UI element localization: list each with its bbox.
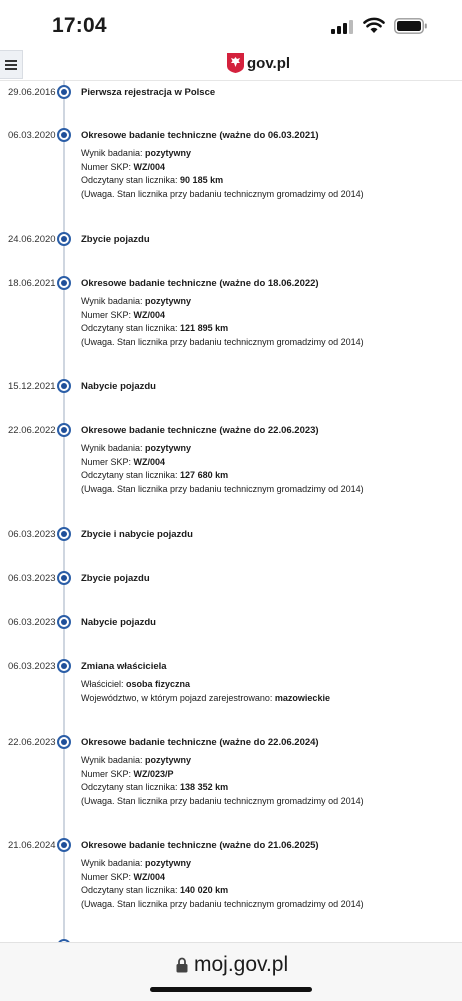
odometer-note: (Uwaga. Stan licznika przy badaniu technicznym gromadzimy od 2014) (81, 898, 364, 909)
url-text[interactable]: moj.gov.pl (194, 953, 289, 976)
entry-title: Nabycie pojazdu (81, 381, 156, 392)
odometer-reading: 138 352 km (180, 782, 229, 792)
odometer-reading: 140 020 km (180, 885, 229, 895)
timeline-dot (57, 659, 71, 673)
status-bar (0, 0, 462, 50)
entry-date: 22.06.2022 (8, 425, 56, 436)
test-result: pozytywny (144, 296, 191, 306)
hamburger-menu-icon (5, 60, 17, 70)
skp-number: WZ/004 (133, 456, 166, 467)
cellular-signal-icon (331, 20, 355, 34)
timeline-dot (57, 735, 71, 749)
test-result: pozytywny (144, 858, 191, 868)
entry-details: Wynik badania: pozytywny Numer SKP: WZ/023/P Odczytany stan licznika: 138 352 km (Uwaga. Stan licznika przy badaniu technicznym gromadzimy od 2014) (81, 754, 364, 808)
timeline-dot (57, 379, 71, 393)
polish-eagle-emblem-icon (227, 53, 244, 73)
skp-number: WZ/023/P (133, 768, 174, 779)
odometer-reading: 127 680 km (180, 470, 229, 480)
battery-icon (394, 18, 428, 34)
entry-date: 21.06.2024 (8, 840, 56, 851)
entry-title: Okresowe badanie techniczne (ważne do 18.06.2022) (81, 278, 319, 289)
odometer-note: (Uwaga. Stan licznika przy badaniu technicznym gromadzimy od 2014) (81, 188, 364, 199)
status-time: 17:04 (52, 14, 107, 37)
entry-date: 18.06.2021 (8, 278, 56, 289)
entry-date: 06.03.2023 (8, 573, 56, 584)
odometer-reading: 121 895 km (180, 323, 229, 333)
entry-title: Zbycie pojazdu (81, 234, 150, 245)
skp-number: WZ/004 (133, 871, 166, 882)
entry-details: Właściciel: osoba fizyczna Województwo, w którym pojazd zarejestrowano: mazowieckie (81, 679, 330, 703)
entry-details: Wynik badania: pozytywny Numer SKP: WZ/004 Odczytany stan licznika: 127 680 km (Uwaga. Stan licznika przy badaniu technicznym gromadzimy od 2014) (81, 442, 364, 496)
lock-icon (176, 957, 188, 973)
timeline-dot (57, 85, 71, 99)
test-result: pozytywny (144, 443, 191, 453)
entry-date: 15.12.2021 (8, 381, 56, 392)
odometer-note: (Uwaga. Stan licznika przy badaniu technicznym gromadzimy od 2014) (81, 483, 364, 494)
entry-date: 06.03.2023 (8, 617, 56, 628)
owner-type: osoba fizyczna (126, 679, 191, 689)
entry-date: 22.06.2023 (8, 737, 56, 748)
timeline-dot (57, 423, 71, 437)
skp-number: WZ/004 (133, 161, 166, 172)
entry-title: Okresowe badanie techniczne (ważne do 22.06.2023) (81, 425, 319, 436)
entry-date: 06.03.2023 (8, 529, 56, 540)
menu-button[interactable] (0, 50, 23, 79)
odometer-note: (Uwaga. Stan licznika przy badaniu technicznym gromadzimy od 2014) (81, 336, 364, 347)
timeline-dot (57, 232, 71, 246)
timeline-dot (57, 571, 71, 585)
entry-title: Nabycie pojazdu (81, 617, 156, 628)
browser-url-bar[interactable] (0, 942, 462, 1001)
entry-details: Wynik badania: pozytywny Numer SKP: WZ/004 Odczytany stan licznika: 90 185 km (Uwaga. Stan licznika przy badaniu technicznym gromadzimy od 2014) (81, 147, 364, 201)
entry-title: Okresowe badanie techniczne (ważne do 06.03.2021) (81, 130, 319, 141)
odometer-note: (Uwaga. Stan licznika przy badaniu technicznym gromadzimy od 2014) (81, 795, 364, 806)
entry-date: 29.06.2016 (8, 87, 56, 98)
entry-title: Okresowe badanie techniczne (ważne do 21.06.2025) (81, 840, 319, 851)
entry-title: Zmiana właściciela (81, 661, 167, 672)
timeline-dot (57, 128, 71, 142)
timeline-dot (57, 615, 71, 629)
entry-date: 06.03.2020 (8, 130, 56, 141)
timeline-dot (57, 527, 71, 541)
test-result: pozytywny (144, 755, 191, 765)
entry-details: Wynik badania: pozytywny Numer SKP: WZ/004 Odczytany stan licznika: 140 020 km (Uwaga. Stan licznika przy badaniu technicznym gromadzimy od 2014) (81, 857, 364, 911)
vehicle-history-timeline (0, 80, 462, 942)
entry-title: Pierwsza rejestracja w Polsce (81, 87, 216, 98)
voivodeship: mazowieckie (274, 692, 330, 703)
entry-title: Zbycie i nabycie pojazdu (81, 529, 193, 540)
entry-details: Wynik badania: pozytywny Numer SKP: WZ/004 Odczytany stan licznika: 121 895 km (Uwaga. Stan licznika przy badaniu technicznym gromadzimy od 2014) (81, 295, 364, 349)
entry-date: 24.06.2020 (8, 234, 56, 245)
skp-number: WZ/004 (133, 309, 166, 320)
gov-pl-logo[interactable] (227, 53, 290, 73)
home-indicator[interactable] (150, 987, 312, 992)
test-result: pozytywny (144, 148, 191, 158)
timeline-line (63, 80, 65, 942)
entry-title: Zbycie pojazdu (81, 573, 150, 584)
odometer-reading: 90 185 km (180, 175, 224, 185)
timeline-dot (57, 838, 71, 852)
site-header (0, 50, 462, 81)
entry-date: 06.03.2023 (8, 661, 56, 672)
logo-text: gov.pl (247, 54, 291, 72)
timeline-dot (57, 276, 71, 290)
wifi-icon (363, 17, 385, 34)
entry-title: Okresowe badanie techniczne (ważne do 22.06.2024) (81, 737, 319, 748)
